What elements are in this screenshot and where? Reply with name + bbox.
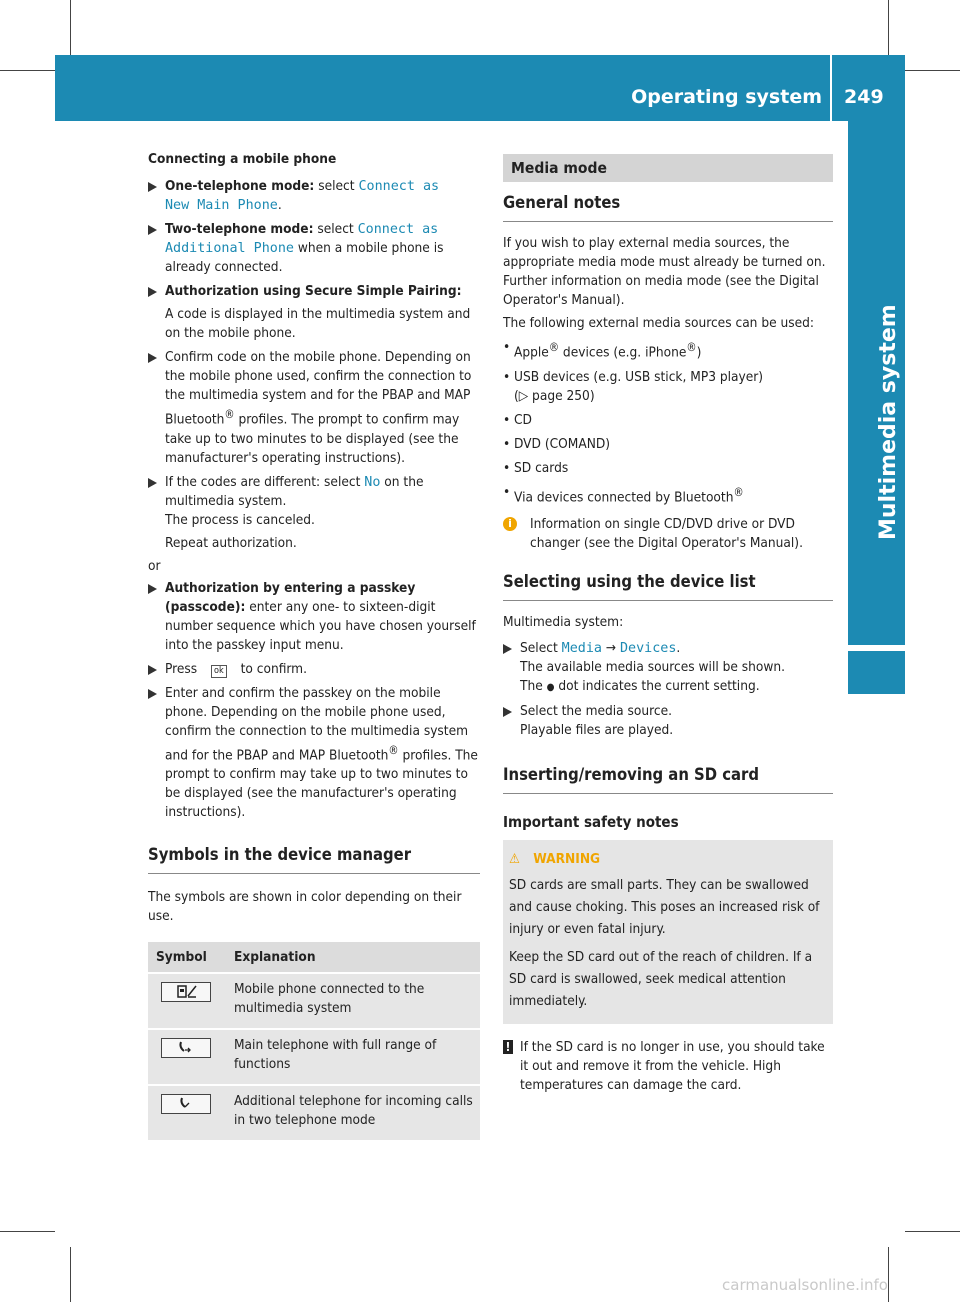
step-item: Press ok to confirm. — [148, 660, 480, 679]
phone-connected-icon — [161, 982, 211, 1002]
step-arrow-icon — [148, 584, 157, 594]
step-arrow-icon — [503, 644, 512, 654]
step-item: One-telephone mode: select Connect as New Main Phone. — [148, 177, 480, 215]
sidebar-label: Multimedia system — [876, 304, 901, 540]
step-arrow-icon — [148, 689, 157, 699]
step-arrow-icon — [148, 225, 157, 235]
warning-box: ⚠ WARNING SD cards are small parts. They can be swallowed and cause choking. This poses an increased risk of injury or even fatal injury. Keep the SD card out of the reach of children. If a SD card is swallowed, seek medical attention immediately. — [503, 840, 833, 1024]
list-item: • Apple® devices (e.g. iPhone®) — [503, 339, 702, 361]
list-item: • USB devices (e.g. USB stick, MP3 player) (▷ page 250) — [503, 368, 764, 404]
section-heading: Selecting using the device list — [503, 571, 833, 601]
step-item: Enter and confirm the passkey on the mobile phone. Depending on the mobile phone used, confirm the connection to the multimedia system and for the PBAP and MAP Bluetooth® profiles. The prompt to confirm may take up to two minutes to be displayed (see the manufacturer's operating instructions). — [148, 684, 480, 823]
step-arrow-icon — [148, 478, 157, 488]
step-arrow-icon — [148, 353, 157, 363]
list-item: • DVD (COMAND) — [503, 435, 611, 452]
step-item: Select Media → Devices. The available media sources will be shown. The ● dot indicates the current setting. — [503, 639, 833, 697]
crop-mark — [905, 1231, 960, 1232]
paragraph: Multimedia system: — [503, 614, 624, 631]
list-item: • Via devices connected by Bluetooth® — [503, 483, 744, 506]
header-separator — [830, 55, 832, 121]
paragraph: If you wish to play external media sources, the appropriate media mode must already be turned on. Further information on media mode (see the Digital Operator's Manual). — [503, 235, 826, 308]
crop-mark — [888, 0, 889, 55]
table-header-explanation: Explanation — [224, 942, 480, 973]
info-note: i Information on single CD/DVD drive or DVD changer (see the Digital Operator's Manual). — [503, 515, 833, 553]
section-heading: General notes — [503, 192, 833, 222]
right-column — [503, 154, 833, 1095]
step-item: Two-telephone mode: select Connect as Additional Phone when a mobile phone is already connected. — [148, 220, 480, 277]
ok-button-icon: ok — [211, 665, 227, 678]
crop-mark — [0, 70, 55, 71]
page-number: 249 — [844, 86, 884, 108]
step-item: Authorization using Secure Simple Pairing: A code is displayed in the multimedia system and on the mobile phone. — [148, 282, 480, 343]
additional-telephone-icon — [161, 1094, 211, 1114]
step-arrow-icon — [148, 287, 157, 297]
section-title: Connecting a mobile phone — [148, 151, 337, 167]
table-row: Main telephone with full range of functions — [148, 1029, 480, 1085]
step-item: Confirm code on the mobile phone. Depending on the mobile phone used, confirm the connection to the multimedia system and for the PBAP and MAP Bluetooth® profiles. The prompt to confirm may take up to two minutes to be displayed (see the manufacturer's operating instructions). — [148, 348, 480, 468]
step-item: Select the media source. Playable files are played. — [503, 702, 833, 740]
sidebar-block — [848, 651, 905, 694]
main-telephone-icon — [161, 1038, 211, 1058]
warning-label: WARNING — [533, 851, 601, 868]
exclamation-icon: ! — [503, 1040, 513, 1054]
step-arrow-icon — [503, 707, 512, 717]
warning-icon: ⚠ — [509, 851, 520, 868]
list-item: • CD — [503, 411, 532, 428]
crop-mark — [70, 0, 71, 55]
step-item: If the codes are different: select No on the multimedia system. The process is canceled. Repeat authorization. — [148, 473, 480, 553]
crop-mark — [888, 1247, 889, 1302]
subsection-heading: Important safety notes — [503, 813, 679, 832]
notice-note: ! If the SD card is no longer in use, you should take it out and remove it from the vehicle. High temperatures can damage the card. — [503, 1038, 833, 1095]
step-item: Authorization by entering a passkey (passcode): enter any one- to sixteen-digit number sequence which you have chosen yourself into the passkey input menu. — [148, 579, 480, 655]
dot-icon: ● — [546, 682, 555, 694]
or-text: or — [148, 557, 161, 574]
crop-mark — [905, 70, 960, 71]
paragraph: The following external media sources can be used: — [503, 315, 815, 331]
table-row: Additional telephone for incoming calls in two telephone mode — [148, 1085, 480, 1140]
watermark: carmanualsonline.info — [722, 1276, 888, 1294]
crop-mark — [0, 1231, 55, 1232]
paragraph: The symbols are shown in color depending on their use. — [148, 889, 462, 925]
step-arrow-icon — [148, 665, 157, 675]
header-title: Operating system — [631, 86, 822, 108]
step-arrow-icon — [148, 182, 157, 192]
section-heading: Inserting/removing an SD card — [503, 764, 833, 794]
section-banner: Media mode — [503, 154, 833, 182]
section-heading: Symbols in the device manager — [148, 844, 480, 874]
info-icon: i — [503, 517, 517, 531]
table-header-symbol: Symbol — [148, 942, 224, 973]
crop-mark — [70, 1247, 71, 1302]
left-column — [148, 150, 480, 1140]
list-item: • SD cards — [503, 459, 569, 476]
table-row: Mobile phone connected to the multimedia system — [148, 973, 480, 1029]
symbols-table — [148, 942, 480, 1140]
